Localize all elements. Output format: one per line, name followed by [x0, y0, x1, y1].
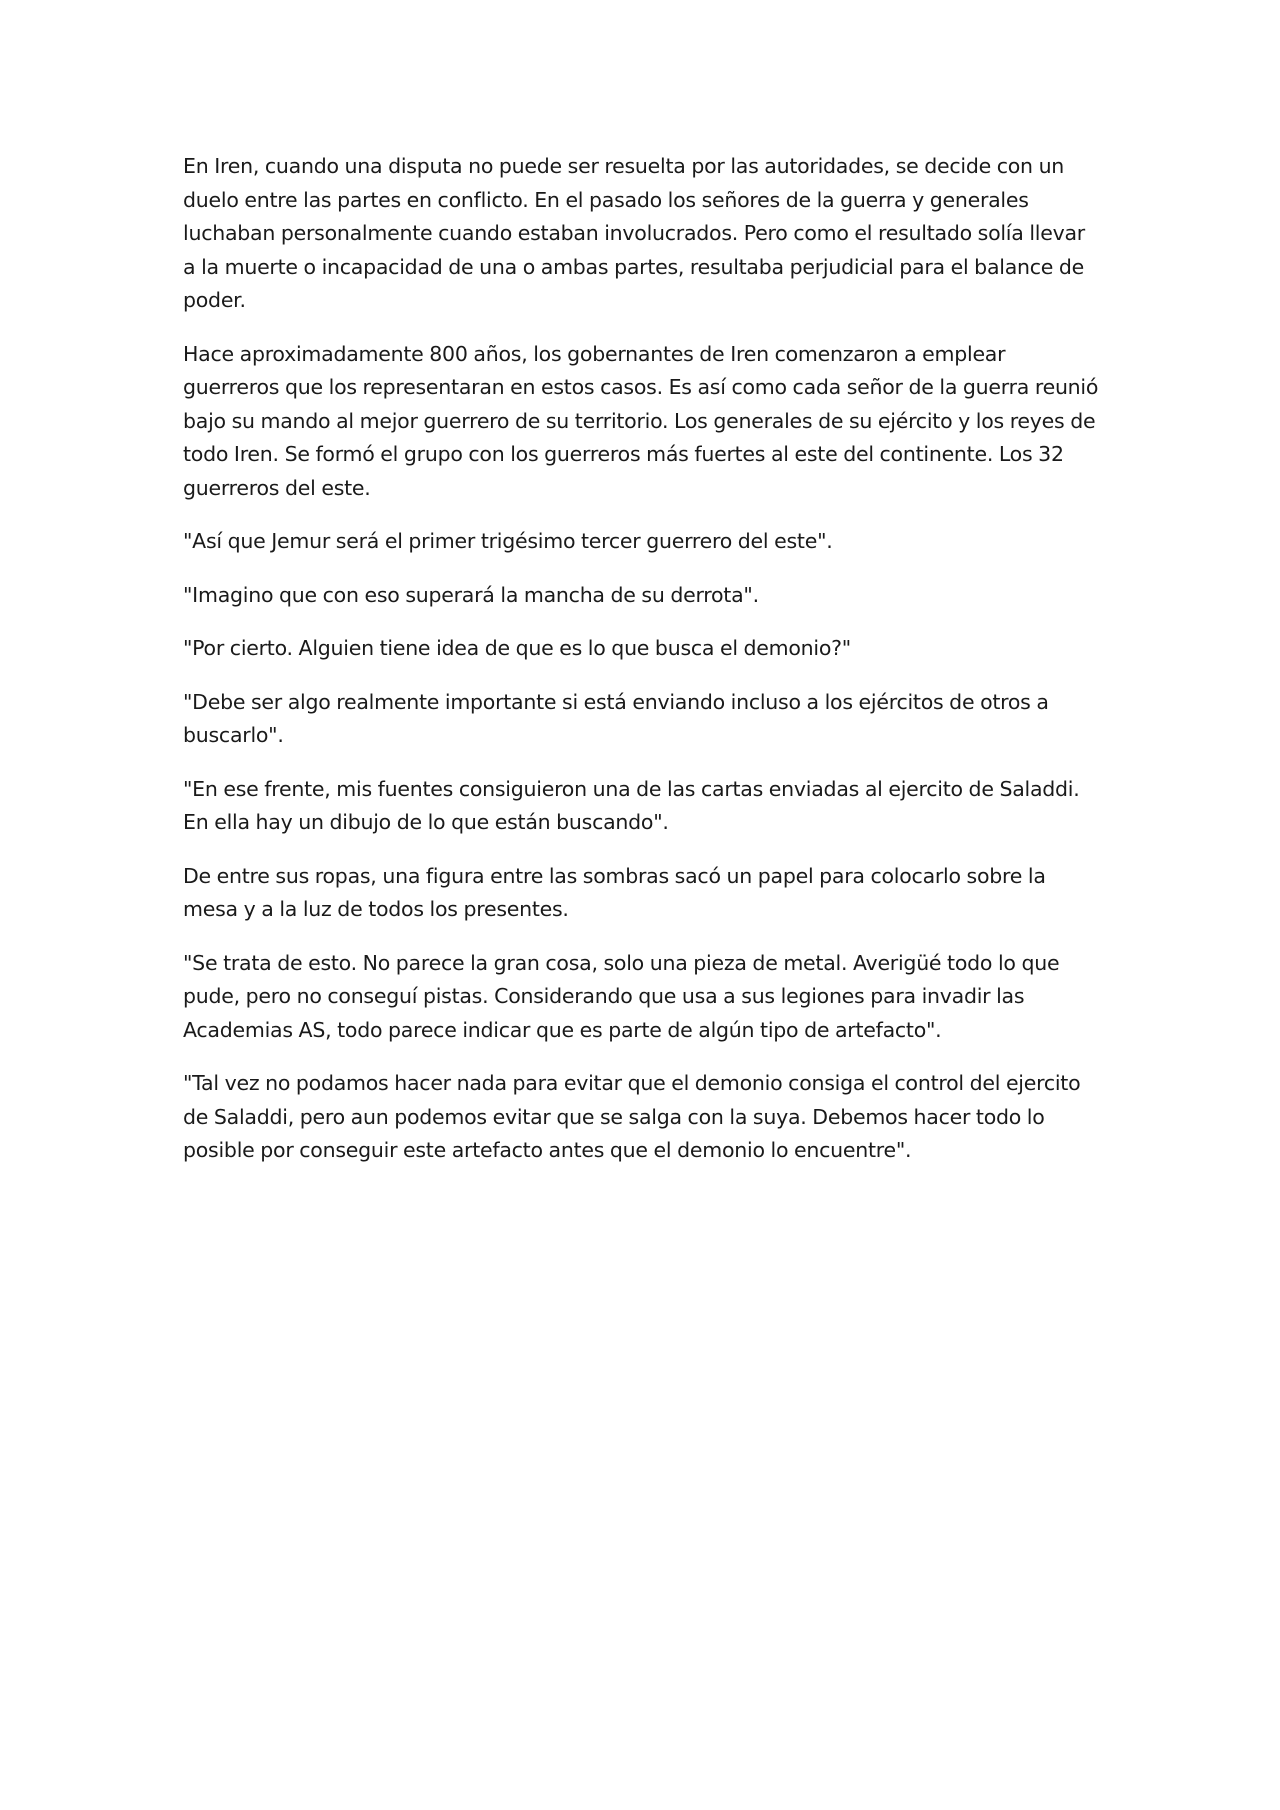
- document-body: [183, 150, 1103, 1188]
- paragraph: "Por cierto. Alguien tiene idea de que es lo que busca el demonio?": [183, 636, 851, 660]
- paragraph: "Tal vez no podamos hacer nada para evitar que el demonio consiga el control del ejercito de Saladdi, pero aun podemos evitar que se salga con la suya. Debemos hacer todo lo posible por conseguir este artefacto antes que el demonio lo encuentre".: [183, 1071, 1081, 1162]
- paragraph: Hace aproximadamente 800 años, los gobernantes de Iren comenzaron a emplear guerreros que los representaran en estos casos. Es así como cada señor de la guerra reunió bajo su mando al mejor guerrero de su territorio. Los generales de su ejército y los reyes de todo Iren. Se formó el grupo con los guerreros más fuertes al este del continente. Los 32 guerreros del este.: [183, 341, 1099, 500]
- paragraph: En Iren, cuando una disputa no puede ser resuelta por las autoridades, se decide con un duelo entre las partes en conflicto. En el pasado los señores de la guerra y generales luchaban personalmente cuando estaban involucrados. Pero como el resultado solía llevar a la muerte o incapacidad de una o ambas partes, resultaba perjudicial para el balance de poder.: [183, 154, 1085, 312]
- paragraph: "Debe ser algo realmente importante si está enviando incluso a los ejércitos de otros a buscarlo".: [183, 689, 1049, 747]
- paragraph: "Imagino que con eso superará la mancha de su derrota".: [183, 582, 759, 607]
- paragraph: De entre sus ropas, una figura entre las sombras sacó un papel para colocarlo sobre la mesa y a la luz de todos los presentes.: [183, 863, 1046, 921]
- paragraph: "En ese frente, mis fuentes consiguieron una de las cartas enviadas al ejercito de Saladdi. En ella hay un dibujo de lo que están buscando".: [183, 776, 1080, 834]
- paragraph: "Se trata de esto. No parece la gran cosa, solo una pieza de metal. Averigüé todo lo que pude, pero no conseguí pistas. Considerando que usa a sus legiones para invadir las Academias AS, todo parece indicar que es parte de algún tipo de artefacto".: [183, 950, 1060, 1042]
- paragraph: "Así que Jemur será el primer trigésimo tercer guerrero del este".: [183, 529, 833, 553]
